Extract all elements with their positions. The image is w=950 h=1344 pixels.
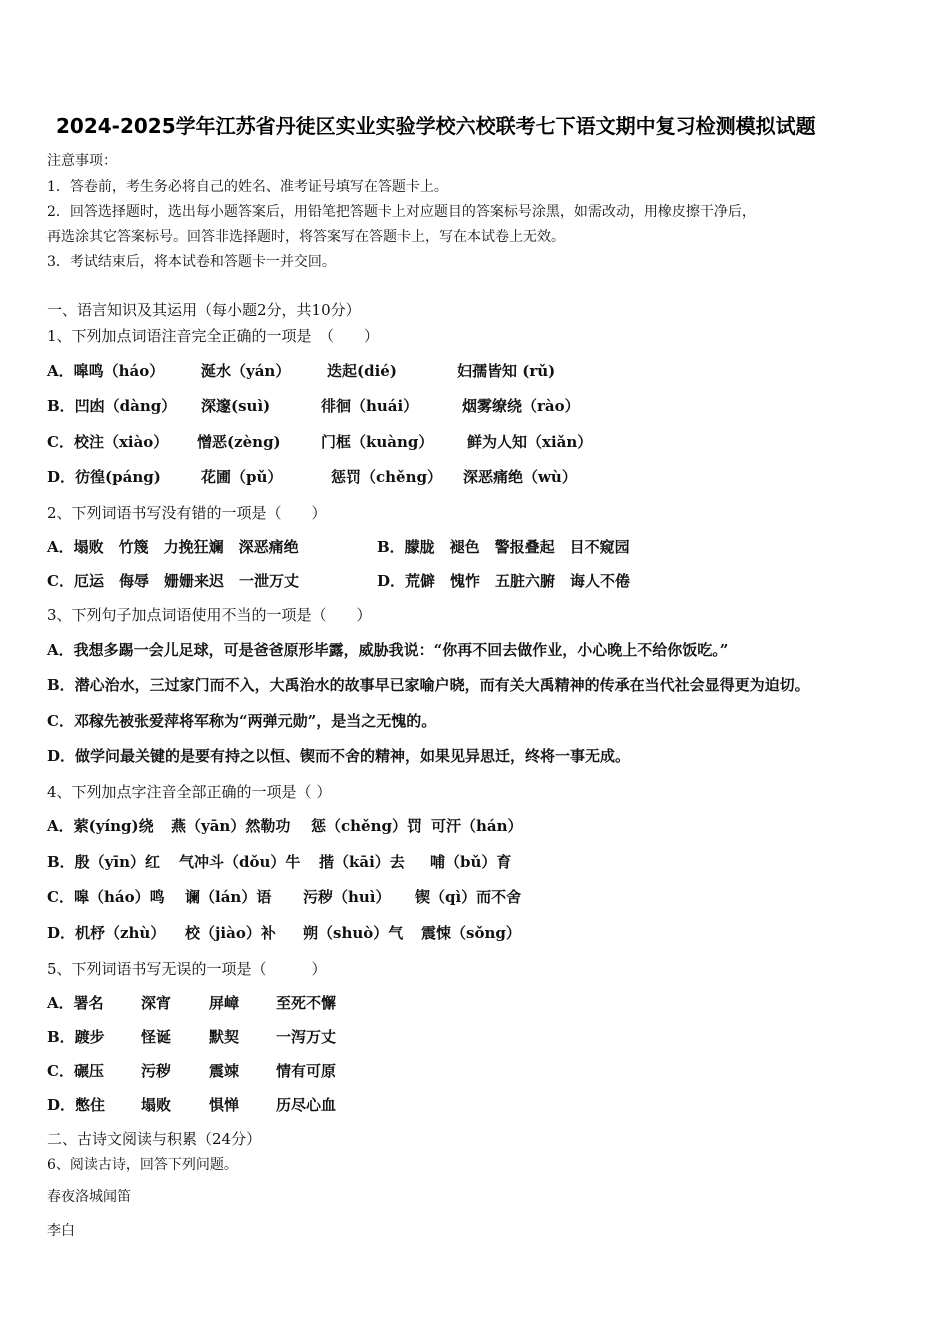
q1-a-2: 涎水（yán） bbox=[201, 362, 291, 380]
poem-title: 春夜洛城闻笛 bbox=[47, 1189, 131, 1205]
q4-stem: 4、下列加点字注音全部正确的一项是（ ） bbox=[47, 783, 332, 801]
q3-option-c: C．邓稼先被张爱萍将军称为“两弹元勋”，是当之无愧的。 bbox=[47, 712, 437, 730]
q3-stem: 3、下列句子加点词语使用不当的一项是（ ） bbox=[47, 606, 372, 624]
q1-option-b bbox=[47, 399, 927, 419]
q1-d-1: D．彷徨(páng) bbox=[47, 468, 161, 486]
q1-d-3: 惩罚（chěng） bbox=[331, 468, 442, 486]
q3-option-a: A．我想多踢一会儿足球，可是爸爸原形毕露，威胁我说：“你再不回去做作业，小心晚上不给你饭吃。” bbox=[47, 641, 729, 659]
q4-option-b bbox=[47, 855, 927, 875]
q4-d-2: 校（jiào）补 bbox=[185, 924, 276, 942]
q1-c-1: C．校注（xiào） bbox=[47, 433, 169, 451]
notice-item-2-cont: 再选涂其它答案标号。回答非选择题时，将答案写在答题卡上，写在本试卷上无效。 bbox=[47, 229, 565, 245]
q6-stem: 6、阅读古诗，回答下列问题。 bbox=[47, 1157, 238, 1173]
q4-a-4: 可汗（hán） bbox=[431, 817, 523, 835]
q4-c-2: 谰（lán）语 bbox=[185, 888, 272, 906]
q2-options-ab bbox=[47, 540, 927, 560]
q4-b-1: B．殷（yīn）红 bbox=[47, 853, 160, 871]
q5-d-3: 惧惮 bbox=[209, 1096, 240, 1114]
q4-b-4: 哺（bǔ）育 bbox=[430, 853, 512, 871]
q4-b-3: 揩（kāi）去 bbox=[319, 853, 405, 871]
q3-option-d: D．做学问最关键的是要有持之以恒、锲而不舍的精神，如果见异思迁，终将一事无成。 bbox=[47, 747, 631, 765]
q2-d: D．荒僻 愧怍 五脏六腑 诲人不倦 bbox=[377, 572, 631, 590]
q4-a-3: 惩（chěng）罚 bbox=[311, 817, 422, 835]
notice-item-3: 3．考试结束后，将本试卷和答题卡一并交回。 bbox=[47, 254, 336, 270]
q4-c-4: 锲（qì）而不舍 bbox=[415, 888, 522, 906]
q1-option-c bbox=[47, 435, 927, 455]
q1-option-a bbox=[47, 364, 927, 384]
q5-c-4: 情有可原 bbox=[276, 1062, 337, 1080]
q4-option-c bbox=[47, 890, 927, 910]
notice-item-1: 1．答卷前，考生务必将自己的姓名、准考证号填写在答题卡上。 bbox=[47, 179, 448, 195]
q1-option-d bbox=[47, 470, 927, 490]
notice-item-2: 2．回答选择题时，选出每小题答案后，用铅笔把答题卡上对应题目的答案标号涂黑，如需改动，用橡皮擦干净后， bbox=[47, 204, 756, 220]
q4-d-4: 震悚（sǒng） bbox=[421, 924, 521, 942]
q4-option-d bbox=[47, 926, 927, 946]
q4-a-2: 燕（yān）然勒功 bbox=[171, 817, 291, 835]
section2-heading: 二、古诗文阅读与积累（24分） bbox=[47, 1130, 262, 1148]
q3-option-b: B．潜心治水，三过家门而不入，大禹治水的故事早已家喻户晓，而有关大禹精神的传承在当代社会显得更为迫切。 bbox=[47, 676, 810, 694]
q5-option-d bbox=[47, 1098, 647, 1118]
q2-a: A．塌败 竹篾 力挽狂斓 深恶痛绝 bbox=[47, 538, 299, 556]
q4-d-3: 朔（shuò）气 bbox=[303, 924, 404, 942]
q5-a-2: 深宵 bbox=[141, 994, 172, 1012]
q1-d-2: 花圃（pǔ） bbox=[201, 468, 283, 486]
q5-c-3: 震竦 bbox=[209, 1062, 240, 1080]
q1-a-3: 迭起(dié) bbox=[327, 362, 397, 380]
q5-a-4: 至死不懈 bbox=[276, 994, 337, 1012]
q4-c-1: C．嗥（háo）鸣 bbox=[47, 888, 165, 906]
q5-b-2: 怪诞 bbox=[141, 1028, 172, 1046]
q1-d-4: 深恶痛绝（wù） bbox=[463, 468, 577, 486]
q5-c-2: 污秽 bbox=[141, 1062, 172, 1080]
q1-c-3: 门框（kuàng） bbox=[321, 433, 434, 451]
q1-stem: 1、下列加点词语注音完全正确的一项是 （ ） bbox=[47, 327, 380, 345]
q5-stem: 5、下列词语书写无误的一项是（ ） bbox=[47, 960, 327, 978]
q1-c-4: 鲜为人知（xiǎn） bbox=[467, 433, 593, 451]
q1-b-4: 烟雾缭绕（rào） bbox=[462, 397, 580, 415]
q4-option-a bbox=[47, 819, 927, 839]
q2-stem: 2、下列词语书写没有错的一项是（ ） bbox=[47, 504, 327, 522]
q5-a-3: 屏嶂 bbox=[209, 994, 240, 1012]
q5-option-c bbox=[47, 1064, 647, 1084]
q2-options-cd bbox=[47, 574, 927, 594]
q1-a-4: 妇孺皆知 (rǔ) bbox=[457, 362, 556, 380]
q1-b-2: 深邃(suì) bbox=[201, 397, 271, 415]
q1-c-2: 憎恶(zèng) bbox=[197, 433, 281, 451]
q5-option-b bbox=[47, 1030, 647, 1050]
q4-d-1: D．机杼（zhù） bbox=[47, 924, 166, 942]
q5-d-2: 塌败 bbox=[141, 1096, 172, 1114]
q4-b-2: 气冲斗（dǒu）牛 bbox=[179, 853, 301, 871]
q5-a-1: A．署名 bbox=[47, 994, 104, 1012]
q4-a-1: A．萦(yíng)绕 bbox=[47, 817, 154, 835]
q5-b-3: 默契 bbox=[209, 1028, 240, 1046]
section1-heading: 一、语言知识及其运用（每小题2分，共10分） bbox=[47, 301, 361, 319]
q5-d-1: D．憋住 bbox=[47, 1096, 106, 1114]
q1-a-1: A．嗥鸣（háo） bbox=[47, 362, 165, 380]
page-title: 2024-2025学年江苏省丹徒区实业实验学校六校联考七下语文期中复习检测模拟试题 bbox=[56, 114, 816, 138]
q5-c-1: C．碾压 bbox=[47, 1062, 104, 1080]
q5-b-4: 一泻万丈 bbox=[276, 1028, 337, 1046]
q4-c-3: 污秽（huì） bbox=[303, 888, 391, 906]
q5-option-a bbox=[47, 996, 647, 1016]
notice-heading: 注意事项： bbox=[47, 153, 117, 169]
q5-b-1: B．踱步 bbox=[47, 1028, 105, 1046]
q2-c: C．厄运 侮辱 姗姗来迟 一泄万丈 bbox=[47, 572, 299, 590]
q5-d-4: 历尽心血 bbox=[276, 1096, 337, 1114]
q2-b: B．朦胧 褪色 警报叠起 目不窥园 bbox=[377, 538, 630, 556]
q1-b-3: 徘徊（huái） bbox=[321, 397, 419, 415]
poem-author: 李白 bbox=[47, 1223, 75, 1239]
q1-b-1: B．凹凼（dàng） bbox=[47, 397, 177, 415]
